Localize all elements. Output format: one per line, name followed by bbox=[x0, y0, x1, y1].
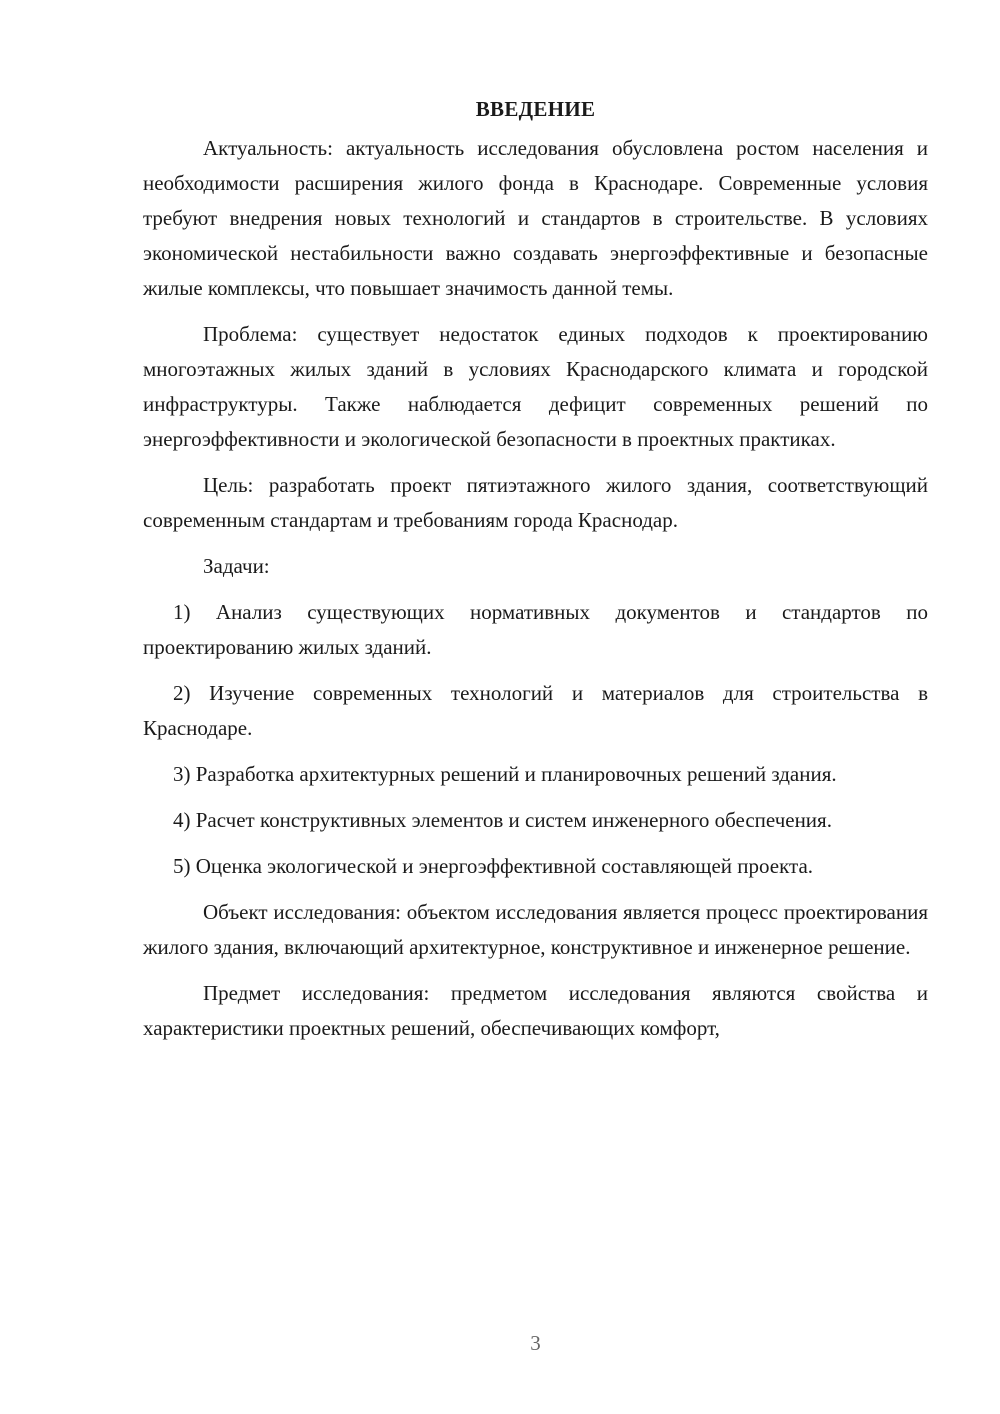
subject-paragraph: Предмет исследования: предметом исследования являются свойства и характеристики проектных решений, обеспечивающих комфорт, bbox=[143, 981, 928, 1040]
task-item: 5) Оценка экологической и энергоэффективной составляющей проекта. bbox=[173, 854, 814, 878]
task-item: 2) Изучение современных технологий и материалов для строительства в Краснодаре. bbox=[143, 681, 928, 740]
document-page bbox=[143, 92, 928, 1057]
problem-paragraph: Проблема: существует недостаток единых подходов к проектированию многоэтажных жилых зданий в условиях Краснодарского климата и городской инфраструктуры. Также наблюдается дефицит современных решений по энергоэффективности и экологической безопасности в проектных практиках. bbox=[143, 322, 928, 451]
relevance-paragraph: Актуальность: актуальность исследования обусловлена ростом населения и необходимости расширения жилого фонда в Краснодаре. Современные условия требуют внедрения новых технологий и стандартов в строительстве. В условиях экономической нестабильности важно создавать энергоэффективные и безопасные жилые комплексы, что повышает значимость данной темы. bbox=[143, 136, 928, 300]
goal-paragraph: Цель: разработать проект пятиэтажного жилого здания, соответствующий современным стандартам и требованиям города Краснодар. bbox=[143, 473, 928, 532]
section-title: ВВЕДЕНИЕ bbox=[475, 97, 596, 121]
task-item: 4) Расчет конструктивных элементов и систем инженерного обеспечения. bbox=[173, 808, 832, 832]
task-item: 3) Разработка архитектурных решений и планировочных решений здания. bbox=[173, 762, 837, 786]
object-paragraph: Объект исследования: объектом исследования является процесс проектирования жилого здания, включающий архитектурное, конструктивное и инженерное решение. bbox=[143, 900, 928, 959]
page-number: 3 bbox=[530, 1331, 541, 1355]
tasks-heading: Задачи: bbox=[203, 554, 270, 578]
task-item: 1) Анализ существующих нормативных документов и стандартов по проектированию жилых зданий. bbox=[143, 600, 928, 659]
